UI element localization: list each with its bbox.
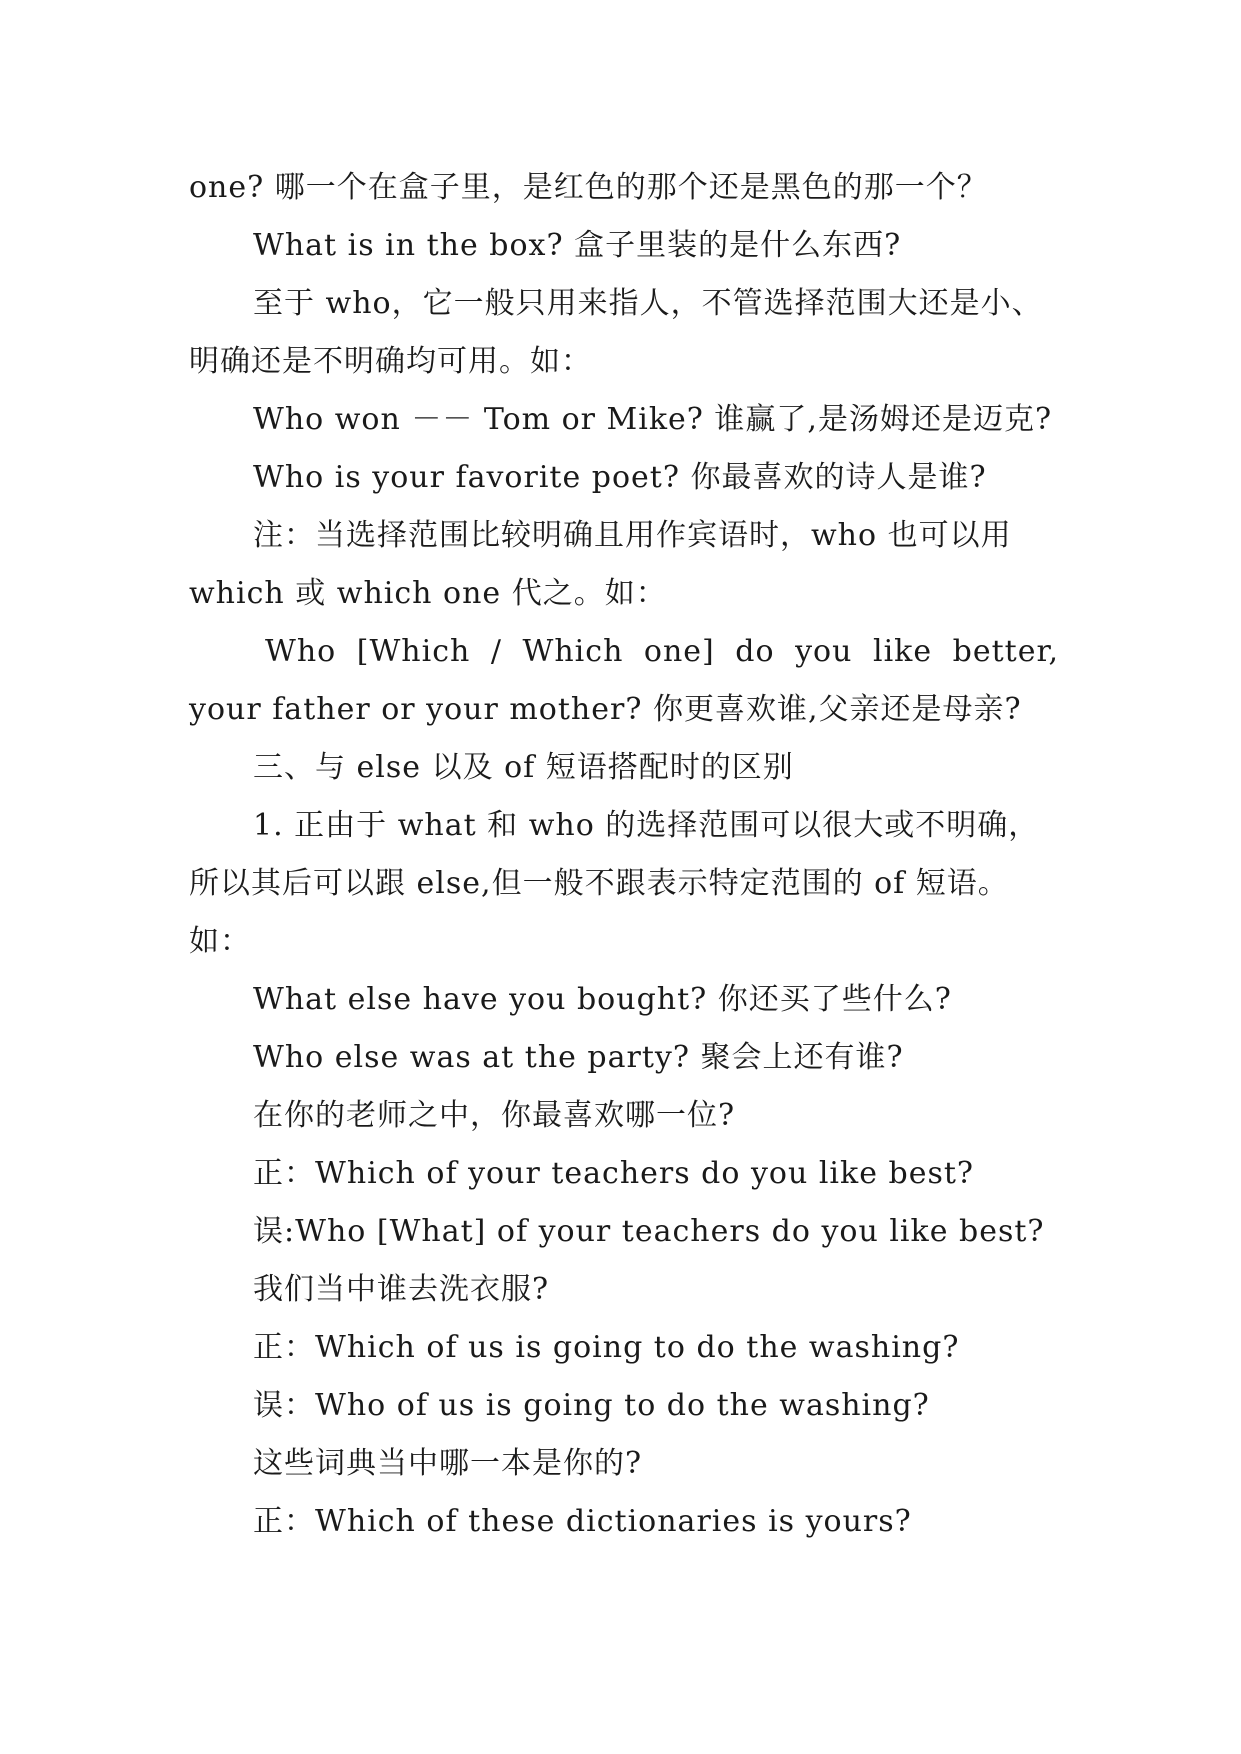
text-line: What is in the box? 盒子里装的是什么东西? <box>253 228 902 263</box>
text-line: Who is your favorite poet? 你最喜欢的诗人是谁? <box>253 460 987 495</box>
text-line: 所以其后可以跟 else,但一般不跟表示特定范围的 of 短语。 <box>189 866 1009 901</box>
text-line: Who [Which / Which one] do you like better, <box>265 634 1060 669</box>
text-line: 这些词典当中哪一本是你的? <box>253 1446 643 1481</box>
text-line: 明确还是不明确均可用。如： <box>189 344 592 379</box>
text-line: 我们当中谁去洗衣服? <box>253 1272 550 1307</box>
text-line: one? 哪一个在盒子里，是红色的那个还是黑色的那一个？ <box>189 170 988 205</box>
text-line: 误:Who [What] of your teachers do you like best? <box>253 1214 1045 1249</box>
text-line: 1. 正由于 what 和 who 的选择范围可以很大或不明确， <box>253 808 1040 843</box>
text-line: 误：Who of us is going to do the washing? <box>253 1388 930 1423</box>
text-line: 正：Which of your teachers do you like best? <box>253 1156 974 1191</box>
text-line: 如： <box>189 924 251 959</box>
text-line: 正：Which of these dictionaries is yours? <box>253 1504 912 1539</box>
text-line: 注：当选择范围比较明确且用作宾语时，who 也可以用 <box>253 518 1012 553</box>
section-heading: 三、与 else 以及 of 短语搭配时的区别 <box>253 750 794 785</box>
text-line: What else have you bought? 你还买了些什么? <box>253 982 952 1017</box>
text-line: Who else was at the party? 聚会上还有谁? <box>253 1040 904 1075</box>
text-line: Who won －－ Tom or Mike? 谁赢了,是汤姆还是迈克? <box>253 402 1053 437</box>
text-line: your father or your mother? 你更喜欢谁,父亲还是母亲? <box>189 692 1022 727</box>
text-line: 正：Which of us is going to do the washing? <box>253 1330 960 1365</box>
text-line: which 或 which one 代之。如： <box>189 576 667 611</box>
text-line: 在你的老师之中，你最喜欢哪一位? <box>253 1098 736 1133</box>
text-line: 至于 who，它一般只用来指人，不管选择范围大还是小、 <box>253 286 1043 321</box>
